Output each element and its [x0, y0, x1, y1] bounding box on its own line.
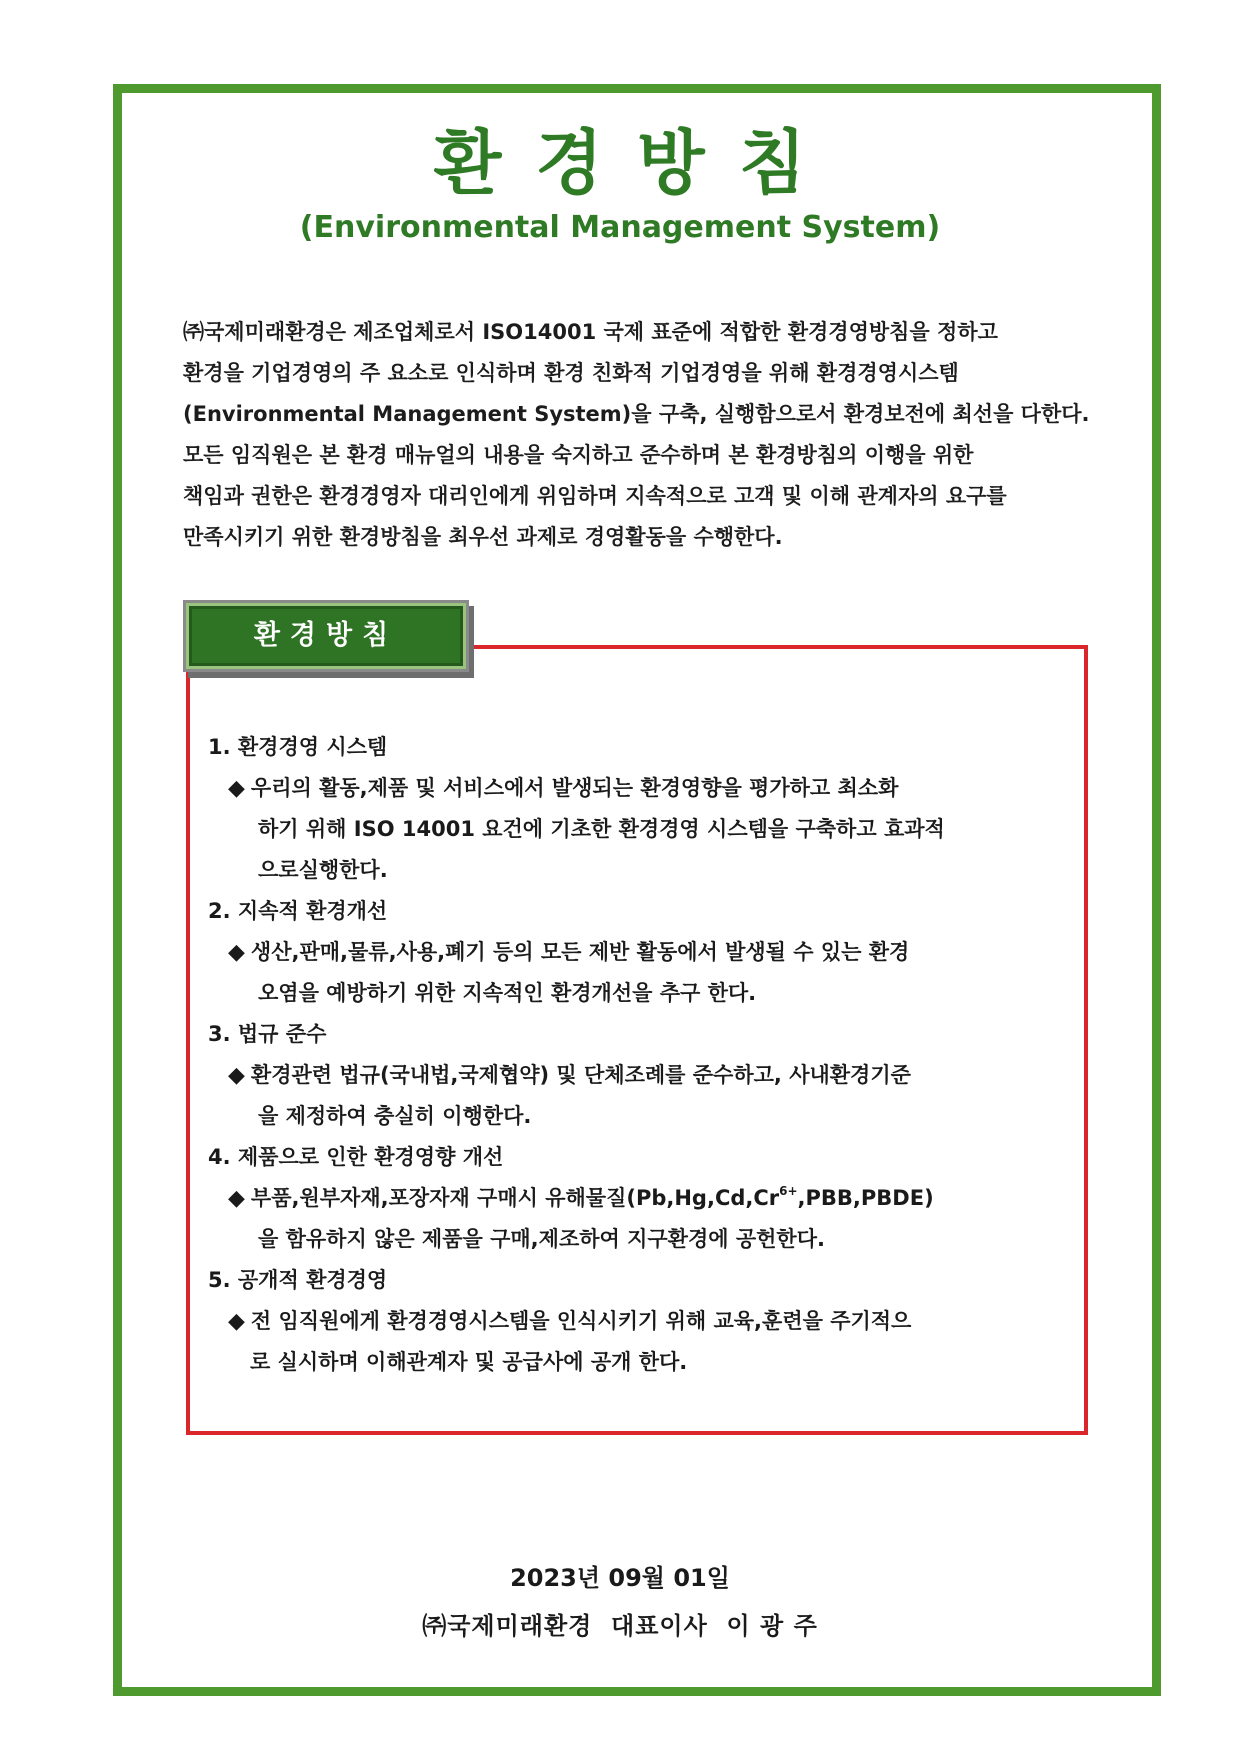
- intro-line: 만족시키기 위한 환경방침을 최우선 과제로 경영활동을 수행한다.: [183, 525, 783, 549]
- intro-line: 모든 임직원은 본 환경 매뉴얼의 내용을 숙지하고 준수하며 본 환경방침의 이행을 위한: [183, 443, 974, 467]
- policy-item-line: 생산,판매,물류,사용,폐기 등의 모든 제반 활동에서 발생될 수 있는 환경: [250, 940, 910, 964]
- diamond-bullet-icon: ◆: [228, 776, 245, 801]
- policy-tab-label: 환경방침: [183, 600, 469, 672]
- superscript: 6+: [779, 1184, 798, 1198]
- policy-item-body: [208, 932, 1068, 1014]
- policy-item-heading: 2. 지속적 환경개선: [208, 899, 388, 923]
- signature-line: ㈜국제미래환경 대표이사 이 광 주: [422, 1612, 818, 1640]
- page-title: 환경방침: [433, 122, 841, 204]
- policy-item-body: [208, 1301, 1068, 1383]
- intro-line: 책임과 권한은 환경경영자 대리인에게 위임하며 지속적으로 고객 및 이해 관계자의 요구를: [183, 484, 1007, 508]
- policy-item-line: 을 함유하지 않은 제품을 구매,제조하여 지구환경에 공헌한다.: [258, 1227, 825, 1251]
- policy-item-line: 으로실행한다.: [258, 858, 388, 882]
- policy-item-line: 로 실시하며 이해관계자 및 공급사에 공개 한다.: [250, 1350, 688, 1374]
- policy-item-heading: 3. 법규 준수: [208, 1022, 327, 1046]
- page-subtitle: (Environmental Management System): [299, 210, 941, 245]
- policy-item-heading: 4. 제품으로 인한 환경영향 개선: [208, 1145, 504, 1169]
- policy-item-disclosure: [208, 1260, 1068, 1383]
- diamond-bullet-icon: ◆: [228, 940, 245, 965]
- policy-item-line: 오염을 예방하기 위한 지속적인 환경개선을 추구 한다.: [258, 981, 757, 1005]
- policy-item-improvement: [208, 891, 1068, 1014]
- diamond-bullet-icon: ◆: [228, 1309, 245, 1334]
- policy-item-heading: 1. 환경경영 시스템: [208, 735, 388, 759]
- issue-date: 2023년 09월 01일: [510, 1564, 730, 1592]
- policy-item-compliance: [208, 1014, 1068, 1137]
- diamond-bullet-icon: ◆: [228, 1186, 245, 1211]
- policy-item-line: 우리의 활동,제품 및 서비스에서 발생되는 환경영향을 평가하고 최소화: [250, 776, 899, 800]
- policy-item-body: [208, 1055, 1068, 1137]
- diamond-bullet-icon: ◆: [228, 1063, 245, 1088]
- policy-item-body: [208, 768, 1068, 891]
- policy-item-line: 부품,원부자재,포장자재 구매시 유해물질(Pb,Hg,Cd,Cr: [250, 1186, 780, 1210]
- policy-list: [208, 727, 1068, 1383]
- policy-item-line: 하기 위해 ISO 14001 요건에 기초한 환경경영 시스템을 구축하고 효과적: [258, 817, 945, 841]
- policy-item-line: 환경관련 법규(국내법,국제협약) 및 단체조례를 준수하고, 사내환경기준: [250, 1063, 911, 1087]
- policy-item-line: 을 제정하여 충실히 이행한다.: [258, 1104, 532, 1128]
- intro-line: 환경을 기업경영의 주 요소로 인식하며 환경 친화적 기업경영을 위해 환경경영시스템: [183, 361, 959, 385]
- policy-item-product: [208, 1137, 1068, 1260]
- policy-item-line: ,PBB,PBDE): [797, 1186, 934, 1210]
- policy-item-heading: 5. 공개적 환경경영: [208, 1268, 388, 1292]
- intro-line: (Environmental Management System)을 구축, 실행함으로서 환경보전에 최선을 다한다.: [183, 402, 1090, 426]
- policy-item-line: 전 임직원에게 환경경영시스템을 인식시키기 위해 교육,훈련을 주기적으: [250, 1309, 912, 1333]
- intro-line: ㈜국제미래환경은 제조업체로서 ISO14001 국제 표준에 적합한 환경경영방침을 정하고: [183, 320, 998, 344]
- policy-item-body: [208, 1178, 1068, 1260]
- intro-paragraph: [183, 312, 1090, 558]
- policy-item-system: [208, 727, 1068, 891]
